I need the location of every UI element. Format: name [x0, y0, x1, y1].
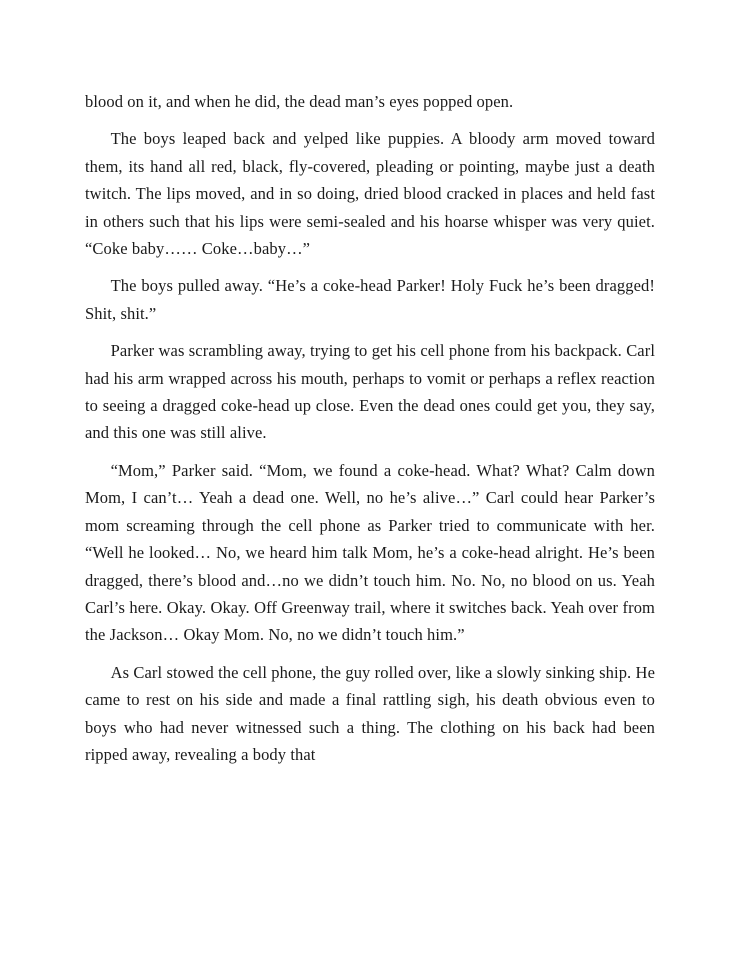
paragraph: The boys leaped back and yelped like puppies. A bloody arm moved toward them, its hand all red, black, fly-covered, pleading or pointing, maybe just a death twitch. The lips moved, and in so doing, dried blood cracked in places and held fast in others such that his lips were semi-sealed and his hoarse whisper was very quiet. “Coke baby…… Coke…baby…”: [85, 129, 655, 259]
paragraph: As Carl stowed the cell phone, the guy rolled over, like a slowly sinking ship. He came to rest on his side and made a final rattling sigh, his death obvious even to boys who had never witnessed such a thing. The clothing on his back had been ripped away, revealing a body that: [85, 662, 655, 764]
paragraph: The boys pulled away. “He’s a coke-head Parker! Holy Fuck he’s been dragged! Shit, shit.”: [85, 276, 655, 323]
paragraph: blood on it, and when he did, the dead man’s eyes popped open.: [85, 92, 514, 111]
paragraph: Parker was scrambling away, trying to get his cell phone from his backpack. Carl had his arm wrapped across his mouth, perhaps to vomit or perhaps a reflex reaction to seeing a dragged coke-head up close. Even the dead ones could get you, they say, and this one was still alive.: [85, 341, 655, 443]
paragraph: “Mom,” Parker said. “Mom, we found a coke-head. What? What? Calm down Mom, I can’t… Yeah a dead one. Well, no he’s alive…” Carl could hear Parker’s mom screaming through the cell phone as Parker tried to communicate with her. “Well he looked… No, we heard him talk Mom, he’s a coke-head alright. He’s been dragged, there’s blood and…no we didn’t touch him. No. No, no blood on us. Yeah Carl’s here. Okay. Okay. Off Greenway trail, where it switches back. Yeah over from the Jackson… Okay Mom. No, no we didn’t touch him.”: [85, 460, 655, 645]
